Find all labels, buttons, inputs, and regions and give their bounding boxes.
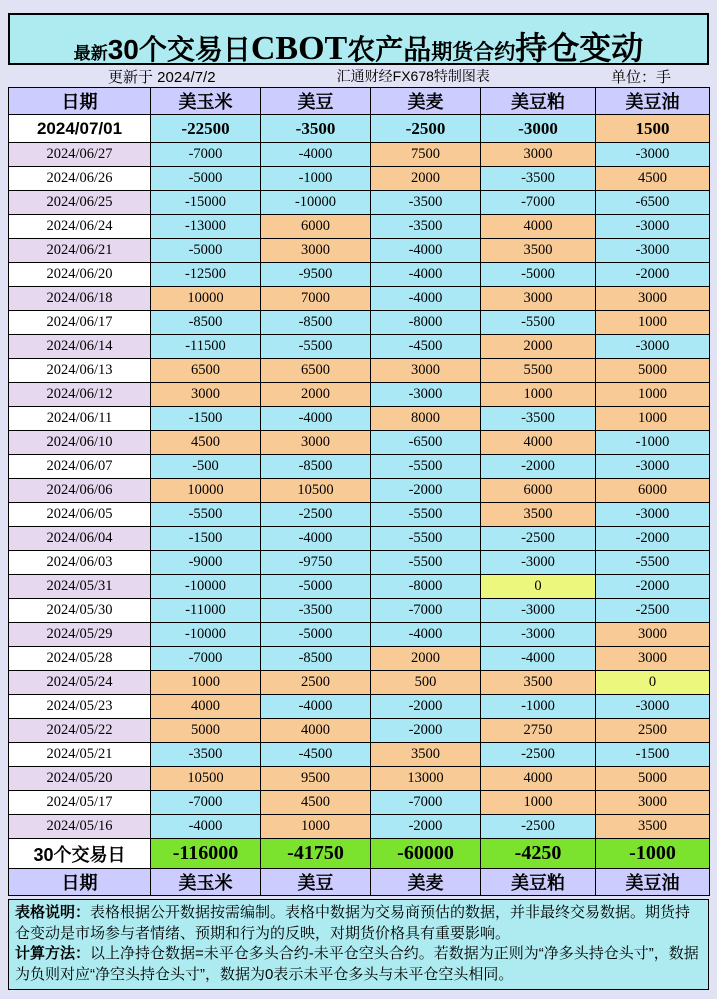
value-cell: -4000 [261, 695, 371, 719]
value-cell: 3000 [261, 431, 371, 455]
value-cell: 1500 [596, 115, 710, 143]
table-row [9, 623, 710, 647]
value-cell: -4000 [371, 623, 481, 647]
value-cell: 2000 [481, 335, 596, 359]
value-cell: -2500 [481, 815, 596, 839]
value-cell: 3000 [481, 143, 596, 167]
summary-label-cell: 30个交易日 [9, 839, 151, 869]
value-cell: -5500 [371, 455, 481, 479]
subtitle-bar [8, 65, 709, 87]
value-cell: -3000 [596, 695, 710, 719]
value-cell: 4000 [481, 767, 596, 791]
table-row [9, 359, 710, 383]
table-row [9, 815, 710, 839]
table-row [9, 263, 710, 287]
value-cell: -3500 [261, 115, 371, 143]
value-cell: -2500 [596, 599, 710, 623]
value-cell: -4000 [261, 143, 371, 167]
column-header: 美玉米 [151, 869, 261, 896]
value-cell: -1500 [596, 743, 710, 767]
value-cell: -1500 [151, 527, 261, 551]
date-cell: 2024/06/26 [9, 167, 151, 191]
positions-table [8, 87, 710, 896]
table-row [9, 431, 710, 455]
value-cell: -2500 [481, 527, 596, 551]
value-cell: -5500 [151, 503, 261, 527]
value-cell: -5500 [371, 551, 481, 575]
date-cell: 2024/05/21 [9, 743, 151, 767]
value-cell: -3000 [596, 455, 710, 479]
note-text: 以上净持仓数据=未平仓多头合约-未平仓空头合约。若数据为正则为“净多头持仓头寸”，数据为负则对应“净空头持仓头寸”，数据为0表示未平仓多头与未平仓空头相同。 [15, 945, 699, 983]
title-segment: 30个交易日 [107, 34, 251, 65]
value-cell: -4500 [261, 743, 371, 767]
table-row [9, 671, 710, 695]
table-row [9, 503, 710, 527]
date-cell: 2024/05/31 [9, 575, 151, 599]
value-cell: 1000 [261, 815, 371, 839]
value-cell: -8500 [261, 647, 371, 671]
note-table-description [15, 903, 702, 944]
value-cell: -4000 [371, 239, 481, 263]
value-cell: 5000 [596, 767, 710, 791]
value-cell: 4500 [596, 167, 710, 191]
value-cell: -2500 [371, 115, 481, 143]
value-cell: 3000 [596, 647, 710, 671]
date-cell: 2024/06/25 [9, 191, 151, 215]
value-cell: -7000 [371, 791, 481, 815]
value-cell: 3500 [481, 503, 596, 527]
value-cell: -2500 [481, 743, 596, 767]
value-cell: -3500 [481, 407, 596, 431]
note-label: 表格说明： [15, 904, 91, 921]
table-row [9, 215, 710, 239]
date-cell: 2024/05/29 [9, 623, 151, 647]
value-cell: -3500 [261, 599, 371, 623]
value-cell: -7000 [151, 143, 261, 167]
value-cell: 6000 [481, 479, 596, 503]
value-cell: 1000 [481, 791, 596, 815]
value-cell: -7000 [481, 191, 596, 215]
table-row [9, 647, 710, 671]
value-cell: -9500 [261, 263, 371, 287]
value-cell: -4000 [371, 287, 481, 311]
value-cell: 3000 [481, 287, 596, 311]
date-cell: 2024/06/17 [9, 311, 151, 335]
date-cell: 2024/06/11 [9, 407, 151, 431]
value-cell: 4000 [151, 695, 261, 719]
value-cell: 2500 [596, 719, 710, 743]
table-row [9, 143, 710, 167]
value-cell: -4000 [481, 647, 596, 671]
date-cell: 2024/05/23 [9, 695, 151, 719]
value-cell: -7000 [151, 791, 261, 815]
date-cell: 2024/06/10 [9, 431, 151, 455]
value-cell: 1000 [481, 383, 596, 407]
value-cell: -2000 [371, 719, 481, 743]
note-text: 表格根据公开数据按需编制。表格中数据为交易商预估的数据，并非最终交易数据。期货持仓变动是市场参与者情绪、预期和行为的反映，对期货价格具有重要影响。 [15, 904, 691, 942]
table-row [9, 383, 710, 407]
value-cell: -1000 [481, 695, 596, 719]
table-row [9, 695, 710, 719]
value-cell: 3000 [596, 623, 710, 647]
value-cell: 1000 [151, 671, 261, 695]
value-cell: 6500 [151, 359, 261, 383]
date-cell: 2024/05/24 [9, 671, 151, 695]
value-cell: 7000 [261, 287, 371, 311]
date-cell: 2024/05/20 [9, 767, 151, 791]
table-row [9, 551, 710, 575]
value-cell: -10000 [151, 623, 261, 647]
page-title [8, 13, 709, 65]
value-cell: -8500 [261, 455, 371, 479]
value-cell: 10000 [151, 479, 261, 503]
date-cell: 2024/06/27 [9, 143, 151, 167]
value-cell: 2500 [261, 671, 371, 695]
date-cell: 2024/06/04 [9, 527, 151, 551]
date-cell: 2024/07/01 [9, 115, 151, 143]
column-header: 美麦 [371, 88, 481, 115]
table-row [9, 239, 710, 263]
value-cell: 5500 [481, 359, 596, 383]
column-header: 美豆油 [596, 88, 710, 115]
value-cell: -2000 [596, 575, 710, 599]
table-row [9, 767, 710, 791]
value-cell: -3000 [596, 503, 710, 527]
date-cell: 2024/06/14 [9, 335, 151, 359]
table-row [9, 287, 710, 311]
table-row [9, 527, 710, 551]
value-cell: 3500 [596, 815, 710, 839]
unit-label: 单位：手 [610, 68, 671, 86]
value-cell: -500 [151, 455, 261, 479]
summary-value-cell: -41750 [261, 839, 371, 869]
value-cell: -9000 [151, 551, 261, 575]
value-cell: -2000 [596, 527, 710, 551]
value-cell: -5500 [261, 335, 371, 359]
value-cell: -2000 [371, 695, 481, 719]
table-row [9, 479, 710, 503]
value-cell: 6000 [596, 479, 710, 503]
value-cell: 1000 [596, 311, 710, 335]
value-cell: -10000 [261, 191, 371, 215]
table-row [9, 743, 710, 767]
value-cell: -2000 [481, 455, 596, 479]
value-cell: -3000 [596, 335, 710, 359]
value-cell: -1000 [596, 431, 710, 455]
date-cell: 2024/06/07 [9, 455, 151, 479]
value-cell: 4000 [481, 431, 596, 455]
value-cell: -3000 [481, 551, 596, 575]
date-cell: 2024/06/03 [9, 551, 151, 575]
value-cell: -5500 [481, 311, 596, 335]
date-cell: 2024/06/20 [9, 263, 151, 287]
value-cell: -6500 [371, 431, 481, 455]
value-cell: 4000 [481, 215, 596, 239]
note-label: 计算方法： [15, 945, 91, 962]
value-cell: 3500 [481, 239, 596, 263]
value-cell: -2000 [596, 263, 710, 287]
table-row [9, 599, 710, 623]
value-cell: -1500 [151, 407, 261, 431]
table-row [9, 407, 710, 431]
value-cell: -12500 [151, 263, 261, 287]
value-cell: -2000 [371, 815, 481, 839]
title-segment: 持仓变动 [515, 30, 644, 66]
value-cell: 1000 [596, 407, 710, 431]
summary-value-cell: -60000 [371, 839, 481, 869]
value-cell: -4000 [261, 527, 371, 551]
value-cell: -2500 [261, 503, 371, 527]
value-cell: 4000 [261, 719, 371, 743]
value-cell: 5000 [151, 719, 261, 743]
value-cell: -5000 [151, 239, 261, 263]
value-cell: -5500 [596, 551, 710, 575]
date-cell: 2024/05/16 [9, 815, 151, 839]
date-cell: 2024/06/13 [9, 359, 151, 383]
value-cell: -3500 [481, 167, 596, 191]
value-cell: 2000 [261, 383, 371, 407]
value-cell: -3500 [371, 215, 481, 239]
value-cell: -2000 [371, 479, 481, 503]
value-cell: -8500 [151, 311, 261, 335]
value-cell: 7500 [371, 143, 481, 167]
value-cell: -3000 [596, 143, 710, 167]
updated-label: 更新于 2024/7/2 [108, 68, 216, 86]
value-cell: -7000 [151, 647, 261, 671]
value-cell: -7000 [371, 599, 481, 623]
column-header: 美麦 [371, 869, 481, 896]
date-cell: 2024/05/28 [9, 647, 151, 671]
table-row [9, 719, 710, 743]
date-cell: 2024/06/21 [9, 239, 151, 263]
value-cell: 8000 [371, 407, 481, 431]
column-header: 美豆 [261, 88, 371, 115]
value-cell: 500 [371, 671, 481, 695]
table-row [9, 311, 710, 335]
value-cell: 9500 [261, 767, 371, 791]
value-cell: -1000 [261, 167, 371, 191]
source-label: 汇通财经FX678特制图表 [336, 68, 490, 84]
note-calculation-method [15, 944, 702, 985]
title-segment: CBOT [250, 30, 348, 67]
value-cell: 1000 [596, 383, 710, 407]
table-row [9, 191, 710, 215]
value-cell: -5500 [371, 503, 481, 527]
column-header: 美豆粕 [481, 88, 596, 115]
value-cell: 4500 [261, 791, 371, 815]
value-cell: -4000 [151, 815, 261, 839]
notes-box [8, 899, 709, 990]
value-cell: 13000 [371, 767, 481, 791]
date-cell: 2024/06/05 [9, 503, 151, 527]
title-segment: 农产品 [347, 34, 432, 65]
value-cell: -5500 [371, 527, 481, 551]
value-cell: 3000 [261, 239, 371, 263]
value-cell: -3500 [151, 743, 261, 767]
value-cell: 0 [596, 671, 710, 695]
value-cell: -8000 [371, 575, 481, 599]
summary-value-cell: -1000 [596, 839, 710, 869]
value-cell: -3000 [596, 215, 710, 239]
value-cell: 3000 [371, 359, 481, 383]
value-cell: -9750 [261, 551, 371, 575]
value-cell: 3000 [151, 383, 261, 407]
value-cell: -3000 [481, 623, 596, 647]
date-cell: 2024/06/06 [9, 479, 151, 503]
value-cell: -4000 [371, 263, 481, 287]
value-cell: 10500 [261, 479, 371, 503]
table-row [9, 167, 710, 191]
date-cell: 2024/05/17 [9, 791, 151, 815]
value-cell: 6500 [261, 359, 371, 383]
summary-value-cell: -116000 [151, 839, 261, 869]
table-row [9, 335, 710, 359]
value-cell: -3500 [371, 191, 481, 215]
table-row [9, 575, 710, 599]
value-cell: 6000 [261, 215, 371, 239]
table-row [9, 791, 710, 815]
value-cell: 3000 [596, 287, 710, 311]
value-cell: -3000 [481, 599, 596, 623]
value-cell: -4000 [261, 407, 371, 431]
table-row [9, 455, 710, 479]
value-cell: -22500 [151, 115, 261, 143]
value-cell: -10000 [151, 575, 261, 599]
date-cell: 2024/06/12 [9, 383, 151, 407]
title-segment: 期货合约 [431, 41, 516, 64]
value-cell: -15000 [151, 191, 261, 215]
value-cell: -4500 [371, 335, 481, 359]
summary-value-cell: -4250 [481, 839, 596, 869]
value-cell: 2000 [371, 647, 481, 671]
value-cell: -8000 [371, 311, 481, 335]
value-cell: 5000 [596, 359, 710, 383]
value-cell: -3000 [481, 115, 596, 143]
value-cell: 3500 [371, 743, 481, 767]
value-cell: -13000 [151, 215, 261, 239]
value-cell: -11000 [151, 599, 261, 623]
value-cell: -6500 [596, 191, 710, 215]
value-cell: -5000 [261, 623, 371, 647]
column-header: 美豆粕 [481, 869, 596, 896]
value-cell: -5000 [481, 263, 596, 287]
value-cell: -11500 [151, 335, 261, 359]
value-cell: -5000 [261, 575, 371, 599]
value-cell: 4500 [151, 431, 261, 455]
value-cell: -3000 [371, 383, 481, 407]
value-cell: -3000 [596, 239, 710, 263]
column-header: 日期 [9, 88, 151, 115]
value-cell: 10000 [151, 287, 261, 311]
title-segment: 最新 [73, 44, 108, 63]
column-header: 日期 [9, 869, 151, 896]
value-cell: 3000 [596, 791, 710, 815]
column-header: 美玉米 [151, 88, 261, 115]
table-row [9, 115, 710, 143]
value-cell: 3500 [481, 671, 596, 695]
column-header: 美豆油 [596, 869, 710, 896]
column-header: 美豆 [261, 869, 371, 896]
value-cell: 2000 [371, 167, 481, 191]
date-cell: 2024/06/24 [9, 215, 151, 239]
value-cell: 2750 [481, 719, 596, 743]
value-cell: 0 [481, 575, 596, 599]
date-cell: 2024/05/22 [9, 719, 151, 743]
value-cell: 10500 [151, 767, 261, 791]
date-cell: 2024/06/18 [9, 287, 151, 311]
value-cell: -8500 [261, 311, 371, 335]
value-cell: -5000 [151, 167, 261, 191]
summary-row [9, 839, 710, 869]
date-cell: 2024/05/30 [9, 599, 151, 623]
